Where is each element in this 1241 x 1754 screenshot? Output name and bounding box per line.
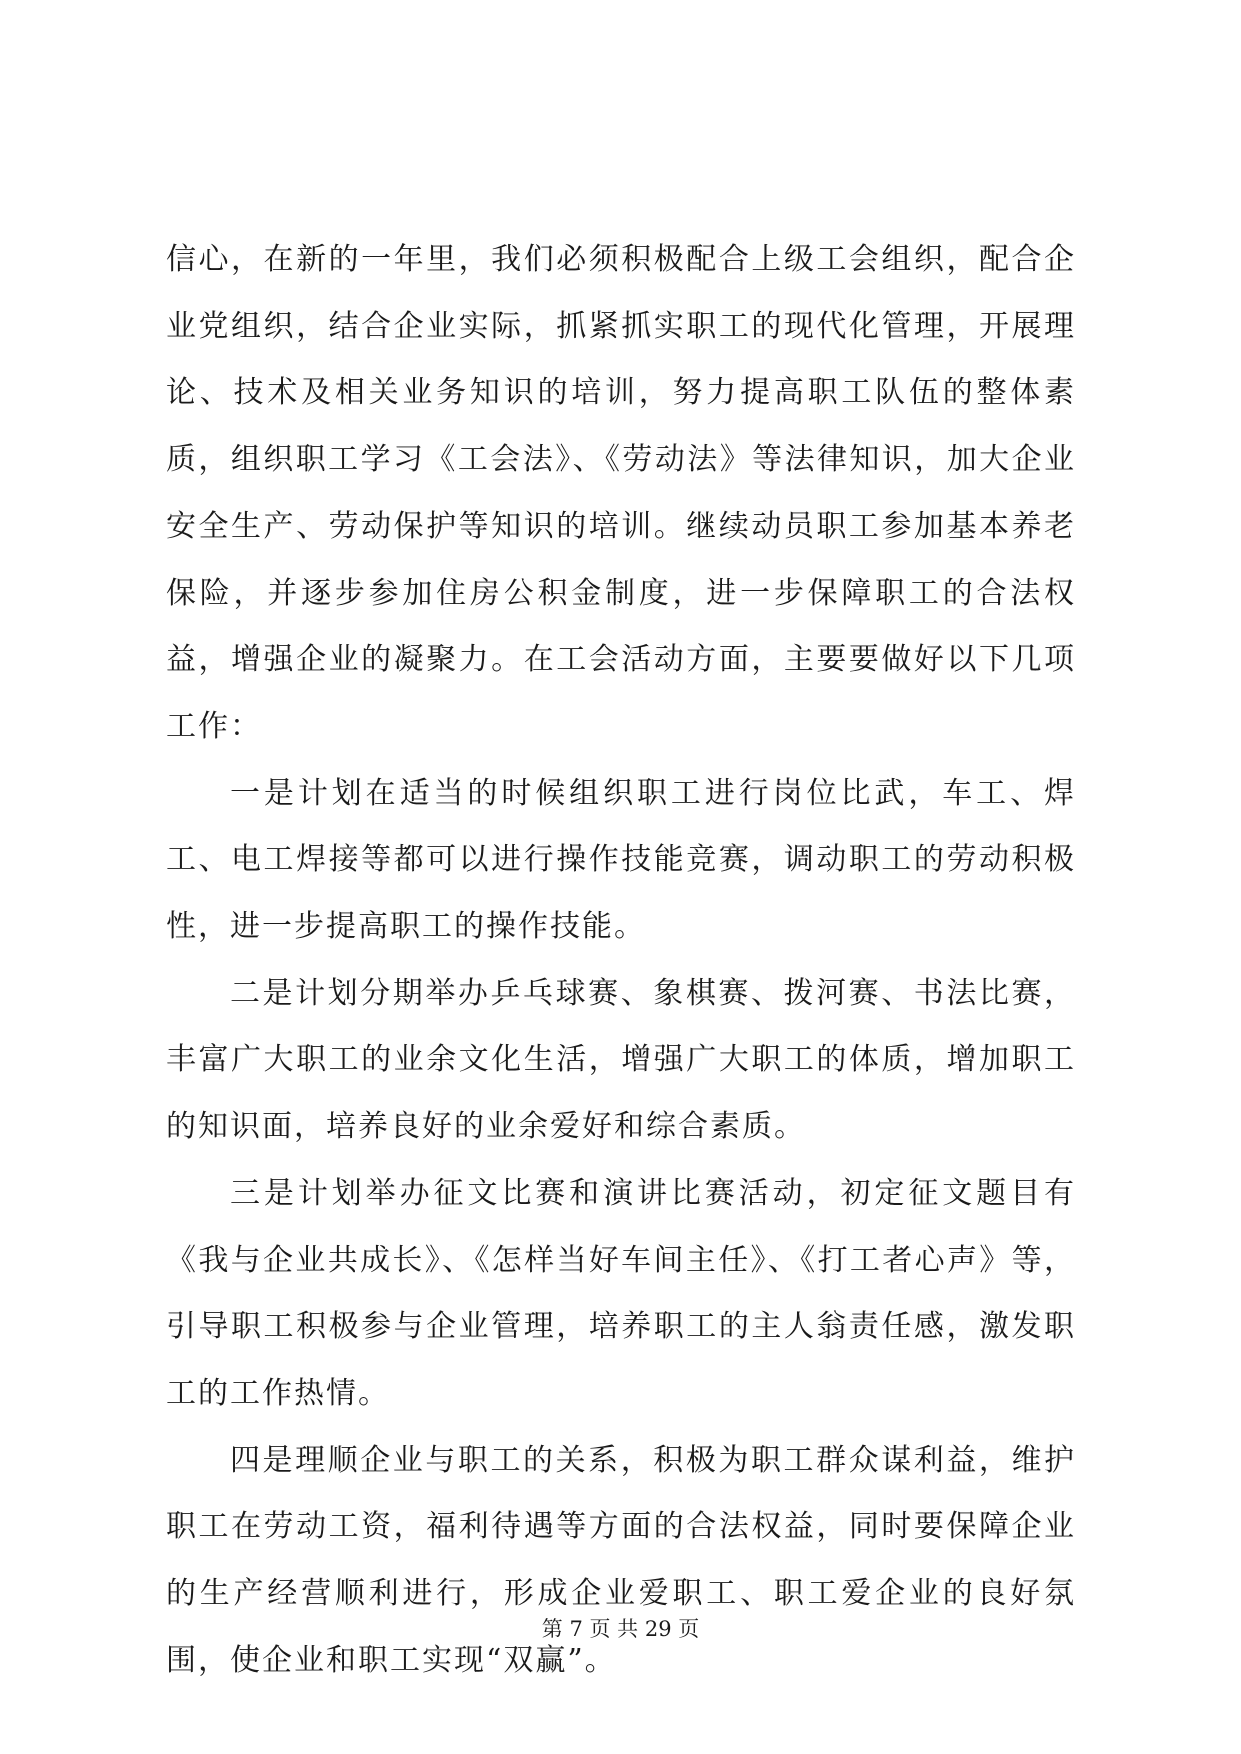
- paragraph-item-two: 二是计划分期举办乒乓球赛、象棋赛、拨河赛、书法比赛，丰富广大职工的业余文化生活，增强广大职工的体质，增加职工的知识面，培养良好的业余爱好和综合素质。: [166, 975, 1076, 1145]
- document-body: [166, 227, 1076, 1694]
- paragraph-continuation: 信心，在新的一年里，我们必须积极配合上级工会组织，配合企业党组织，结合企业实际，抓紧抓实职工的现代化管理，开展理论、技术及相关业务知识的培训，努力提高职工队伍的整体素质，组织职工学习《工会法》、《劳动法》等法律知识，加大企业安全生产、劳动保护等知识的培训。继续动员职工参加基本养老保险，并逐步参加住房公积金制度，进一步保障职工的合法权益，增强企业的凝聚力。在工会活动方面，主要要做好以下几项工作：: [166, 242, 1076, 744]
- paragraph-item-three: 三是计划举办征文比赛和演讲比赛活动，初定征文题目有《我与企业共成长》、《怎样当好车间主任》、《打工者心声》等，引导职工积极参与企业管理，培养职工的主人翁责任感，激发职工的工作热情。: [166, 1175, 1076, 1411]
- paragraph-item-four: 四是理顺企业与职工的关系，积极为职工群众谋利益，维护职工在劳动工资，福利待遇等方面的合法权益，同时要保障企业的生产经营顺利进行，形成企业爱职工、职工爱企业的良好氛围，使企业和职工实现“双赢”。: [166, 1442, 1076, 1678]
- page-number-footer: 第 7 页 共 29 页: [541, 1617, 700, 1641]
- paragraph-item-one: 一是计划在适当的时候组织职工进行岗位比武，车工、焊工、电工焊接等都可以进行操作技能竞赛，调动职工的劳动积极性，进一步提高职工的操作技能。: [166, 775, 1076, 945]
